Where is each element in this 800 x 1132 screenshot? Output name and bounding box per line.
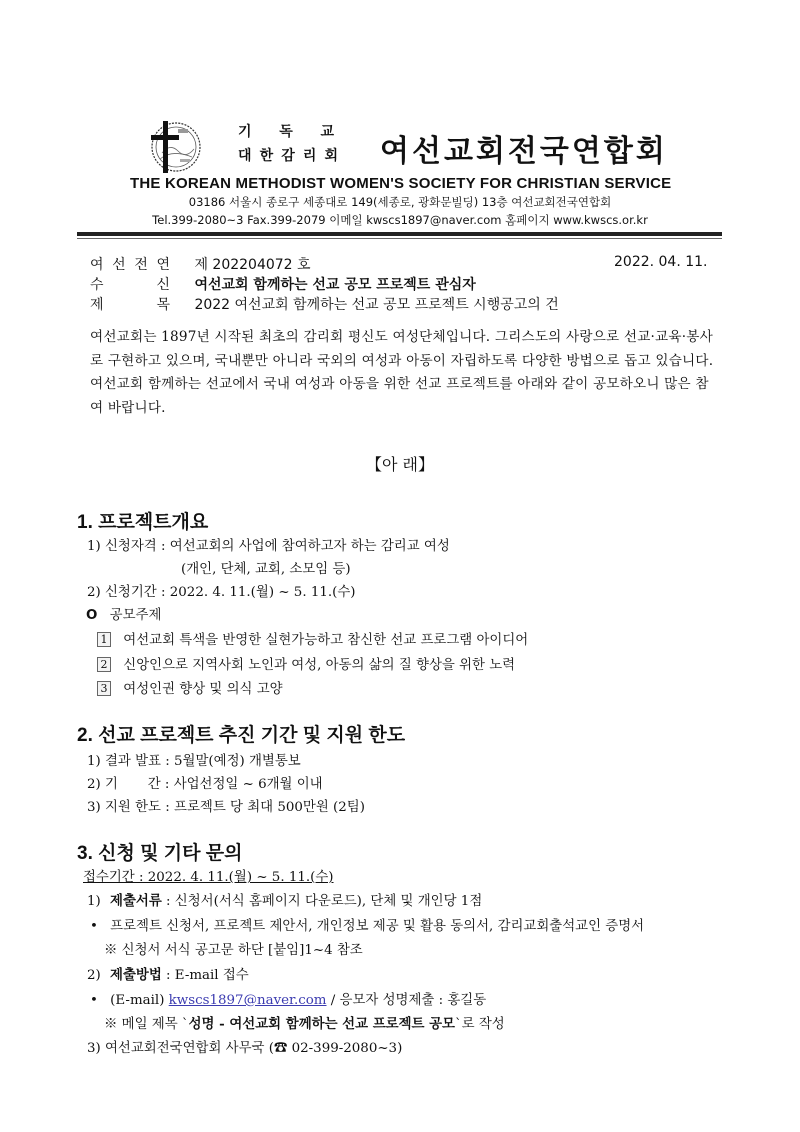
documents-list xyxy=(90,915,644,934)
org-prefix-char: 한 xyxy=(259,148,274,164)
org-prefix-char: 대 xyxy=(238,148,252,164)
address: 03186 서울시 종로구 세종대로 149(세종로, 광화문빌딩) 13층 여선교회전국연합회 xyxy=(188,195,612,209)
doc-date: 2022. 04. 11. xyxy=(614,254,708,270)
doc-number-label xyxy=(90,254,170,274)
doc-number-value: 제 202204072 호 xyxy=(194,257,311,273)
label-char: 여 xyxy=(90,257,104,273)
method-value: : E-mail 접수 xyxy=(161,968,249,983)
org-prefix-char: 교 xyxy=(320,124,334,140)
section-2-item: 1) 결과 발표 : 5월말(예정) 개별통보 xyxy=(87,754,301,769)
section-2-item: 3) 지원 한도 : 프로젝트 당 최대 500만원 (2팀) xyxy=(87,800,365,815)
circle-bullet-icon: O xyxy=(86,608,98,623)
label-char: 연 xyxy=(156,257,170,273)
method-label: 제출방법 xyxy=(110,967,162,983)
documents-list-text: 프로젝트 신청서, 프로젝트 제안서, 개인정보 제공 및 활용 동의서, 감리교회출석교인 증명서 xyxy=(110,919,645,934)
org-prefix-char: 독 xyxy=(279,124,293,140)
boxed-number: 2 xyxy=(97,657,111,672)
documents-note: ※ 신청서 서식 공고문 하단 [붙임]1~4 참조 xyxy=(104,943,363,958)
english-org-name: THE KOREAN METHODIST WOMEN'S SOCIETY FOR CHRISTIAN SERVICE xyxy=(130,175,672,192)
org-prefix xyxy=(238,121,338,165)
method-item xyxy=(87,964,249,983)
label-char: 제 xyxy=(90,297,104,313)
bullet-icon: • xyxy=(90,993,98,1008)
notice-title: 【아 래】 xyxy=(366,455,434,474)
org-name: 여선교회전국연합회 xyxy=(380,134,668,169)
theme-topic xyxy=(97,654,515,673)
section-2-item: 2) 기 간 : 사업선정일 ~ 6개월 이내 xyxy=(87,777,323,792)
documents-item xyxy=(87,890,482,909)
theme-topic xyxy=(97,678,283,697)
doc-number-row xyxy=(90,254,311,274)
org-prefix-char: 감 xyxy=(281,148,295,164)
email-suffix: / 응모자 성명제출 : 홍길동 xyxy=(326,993,487,1008)
section-3-heading: 3. 신청 및 기타 문의 xyxy=(77,843,243,864)
intro-paragraph: 여선교회는 1897년 시작된 최초의 감리회 평신도 여성단체입니다. 그리스도의 사랑으로 선교·교육·봉사로 구현하고 있으며, 국내뿐만 아니라 국외의 여성과 아동이 자립하도록 다양한 방법으로 돕고 있습니다. 여선교회 함께하는 선교에서 국내 여성과 아동을 위한 선교 프로젝트를 아래와 같이 공모하오니 많은 참여 바랍니다. xyxy=(90,329,714,416)
label-char: 신 xyxy=(156,277,170,293)
item-number: 2) xyxy=(87,968,101,983)
mail-subject-note xyxy=(104,1013,505,1032)
theme-topic xyxy=(97,629,528,648)
recipient-row xyxy=(90,274,476,294)
label-char: 수 xyxy=(90,277,104,293)
email-link[interactable]: kwscs1897@naver.com xyxy=(168,993,327,1008)
note-suffix: `로 작성 xyxy=(454,1017,505,1032)
recipient-label xyxy=(90,274,170,294)
section-1-heading: 1. 프로젝트개요 xyxy=(77,512,209,533)
boxed-number: 1 xyxy=(97,632,111,647)
cross-seal-logo-icon xyxy=(146,119,202,175)
submission-period: 접수기간 : 2022. 4. 11.(월) ~ 5. 11.(수) xyxy=(83,870,334,885)
theme-topic-text: 여선교회 특색을 반영한 실현가능하고 참신한 선교 프로그램 아이디어 xyxy=(123,633,529,648)
org-prefix-char: 회 xyxy=(324,148,338,164)
contact-info: Tel.399-2080~3 Fax.399-2079 이메일 kwscs1897@naver.com 홈페이지 www.kwscs.or.kr xyxy=(152,213,648,227)
theme-topic-text: 여성인권 향상 및 의식 고양 xyxy=(123,682,283,697)
org-prefix-char: 리 xyxy=(302,148,317,164)
recipient-value: 여선교회 함께하는 선교 공모 프로젝트 관심자 xyxy=(194,277,476,293)
section-1-item: 1) 신청자격 : 여선교회의 사업에 참여하고자 하는 감리교 여성 xyxy=(87,539,450,554)
label-char: 선 xyxy=(112,257,126,273)
org-prefix-char: 기 xyxy=(238,124,252,140)
section-2-heading: 2. 선교 프로젝트 추진 기간 및 지원 한도 xyxy=(77,725,406,746)
documents-label: 제출서류 xyxy=(110,893,162,909)
section-1-item: 2) 신청기간 : 2022. 4. 11.(월) ~ 5. 11.(수) xyxy=(87,585,356,600)
note-bold: 성명 - 여선교회 함께하는 선교 프로젝트 공모 xyxy=(188,1016,455,1032)
label-char: 목 xyxy=(156,297,170,313)
phone-icon: ☎ xyxy=(273,1041,288,1056)
note-prefix: ※ 메일 제목 ` xyxy=(104,1017,189,1032)
email-line xyxy=(90,989,486,1008)
header-divider-thin xyxy=(77,238,722,239)
theme-label: 공모주제 xyxy=(109,608,162,623)
section-1-item: (개인, 단체, 교회, 소모임 등) xyxy=(181,562,351,577)
label-char: 전 xyxy=(134,257,148,273)
boxed-number: 3 xyxy=(97,681,111,696)
documents-value: : 신청서(서식 홈페이지 다운로드), 단체 및 개인당 1점 xyxy=(161,894,483,909)
subject-label xyxy=(90,294,170,314)
header-divider xyxy=(77,232,722,236)
theme-header xyxy=(86,604,161,623)
email-prefix: (E-mail) xyxy=(110,993,169,1008)
item-number: 1) xyxy=(87,894,101,909)
office-contact xyxy=(87,1037,402,1056)
bullet-icon: • xyxy=(90,919,98,934)
subject-row xyxy=(90,294,559,314)
office-phone: 02-399-2080~3) xyxy=(287,1041,403,1056)
office-prefix: 3) 여선교회전국연합회 사무국 ( xyxy=(87,1041,274,1056)
theme-topic-text: 신앙인으로 지역사회 노인과 여성, 아동의 삶의 질 향상을 위한 노력 xyxy=(123,658,516,673)
subject-value: 2022 여선교회 함께하는 선교 공모 프로젝트 시행공고의 건 xyxy=(194,297,559,313)
